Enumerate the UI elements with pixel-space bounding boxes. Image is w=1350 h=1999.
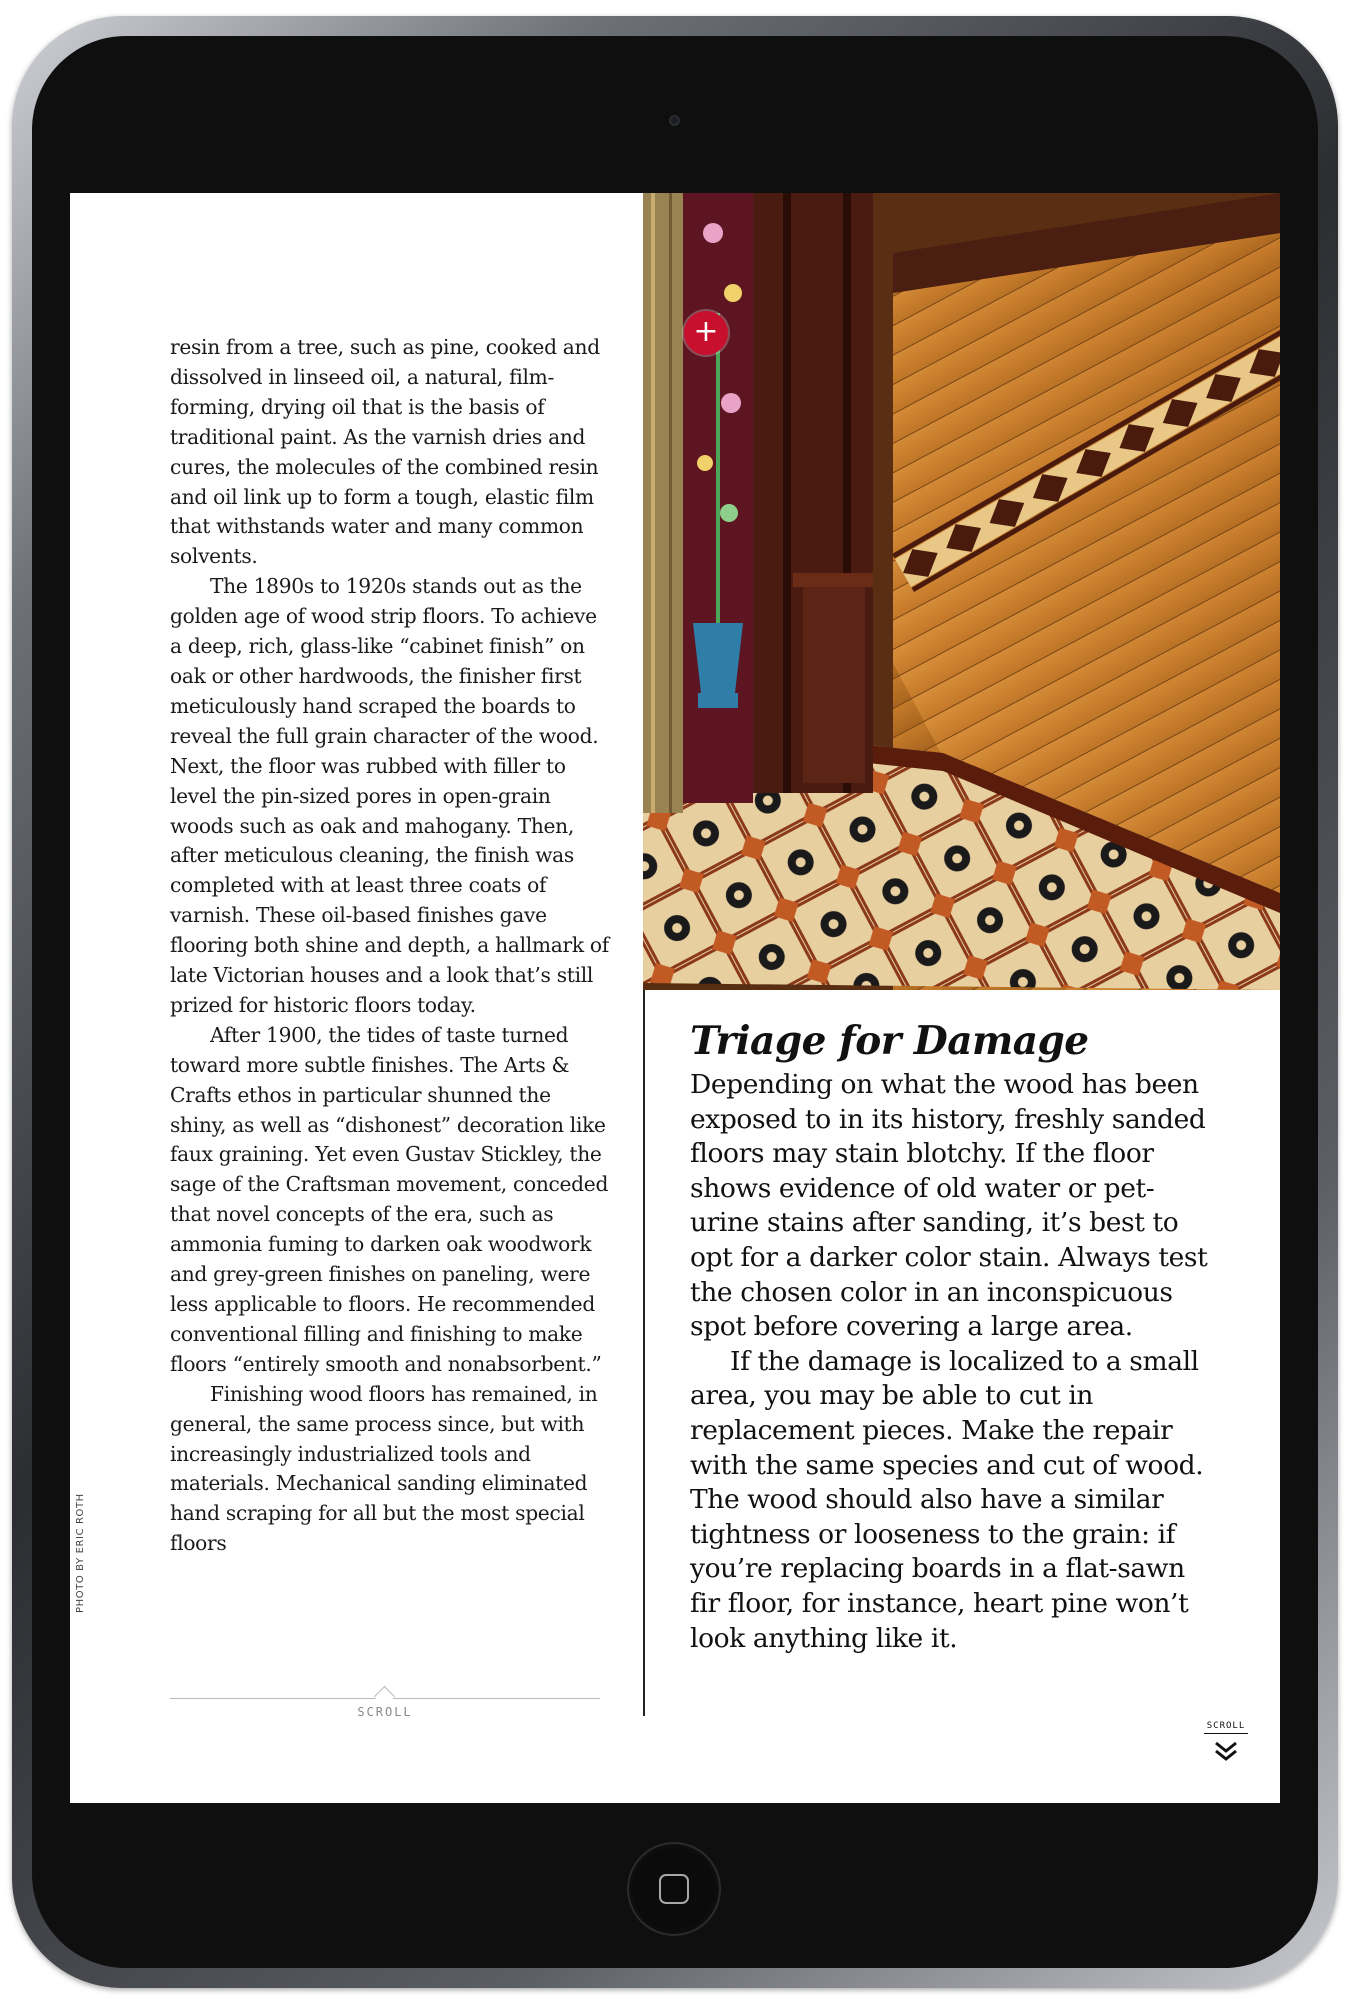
sidebar-title: Triage for Damage	[690, 1018, 1089, 1064]
double-chevron-down-icon	[1213, 1740, 1239, 1762]
home-button[interactable]	[629, 1844, 719, 1934]
article-photo	[643, 193, 1280, 990]
photo-credit: PHOTO BY ERIC ROTH	[75, 1493, 86, 1613]
camera-icon	[669, 115, 680, 126]
photo-floor-inlay-icon	[643, 193, 1280, 990]
chevron-up-icon	[374, 1686, 395, 1707]
scroll-label: SCROLL	[1204, 1721, 1248, 1734]
scroll-down-button[interactable]	[1204, 1721, 1248, 1762]
home-square-icon	[659, 1874, 689, 1904]
article-paragraph: After 1900, the tides of taste turned toward more subtle finishes. The Arts & Crafts ethos in particular shunned the shiny, as well as “dishonest” decoration like faux graining. Yet even Gustav Stickley, the sage of the Craftsman movement, conceded that novel concepts of the era, such as ammonia fuming to darken oak woodwork and grey-green finishes on paneling, were less applicable to floors. He recommended conventional filling and finishing to make floors “entirely smooth and nonabsorbent.”	[170, 1022, 609, 1376]
article-column	[170, 333, 610, 1559]
article-paragraph: The 1890s to 1920s stands out as the golden age of wood strip floors. To achieve a deep, rich, glass-like “cabinet finish” on oak or other hardwoods, the finisher first meticulously hand scraped the boards to reveal the full grain character of the wood. Next, the floor was rubbed with filler to level the pin-sized pores in open-grain woods such as oak and mahogany. Then, after meticulous cleaning, the finish was completed with at least three coats of varnish. These oil-based finishes gave flooring both shine and depth, a hallmark of late Victorian houses and a look that’s still prized for historic floors today.	[170, 574, 609, 1017]
plus-hotspot-button[interactable]: +	[684, 311, 728, 355]
sidebar-paragraph: If the damage is localized to a small area, you may be able to cut in replacement pieces. Make the repair with the same species and cut of wood. The wood should also have a similar tightness or looseness to the grain: if you’re replacing boards in a flat-sawn fir floor, for instance, heart pine won’t look anything like it.	[690, 1345, 1204, 1654]
screen	[70, 193, 1280, 1803]
sidebar-column	[690, 1068, 1220, 1656]
sidebar-paragraph: Depending on what the wood has been exposed to in its history, freshly sanded floors may stain blotchy. If the floor shows evidence of old water or pet-urine stains after sanding, it’s best to opt for a darker color stain. Always test the chosen color in an inconspicuous spot before covering a large area.	[690, 1069, 1208, 1343]
article-paragraph: Finishing wood floors has remained, in general, the same process since, but with increasingly industrialized tools and materials. Mechanical sanding eliminated hand scraping for all but the most special floors	[170, 1381, 598, 1556]
article-paragraph: resin from a tree, such as pine, cooked and dissolved in linseed oil, a natural, film-forming, drying oil that is the basis of traditional paint. As the varnish dries and cures, the molecules of the combined resin and oil link up to form a tough, elastic film that withstands water and many common solvents.	[170, 335, 600, 569]
scroll-label[interactable]: SCROLL	[357, 1705, 413, 1719]
